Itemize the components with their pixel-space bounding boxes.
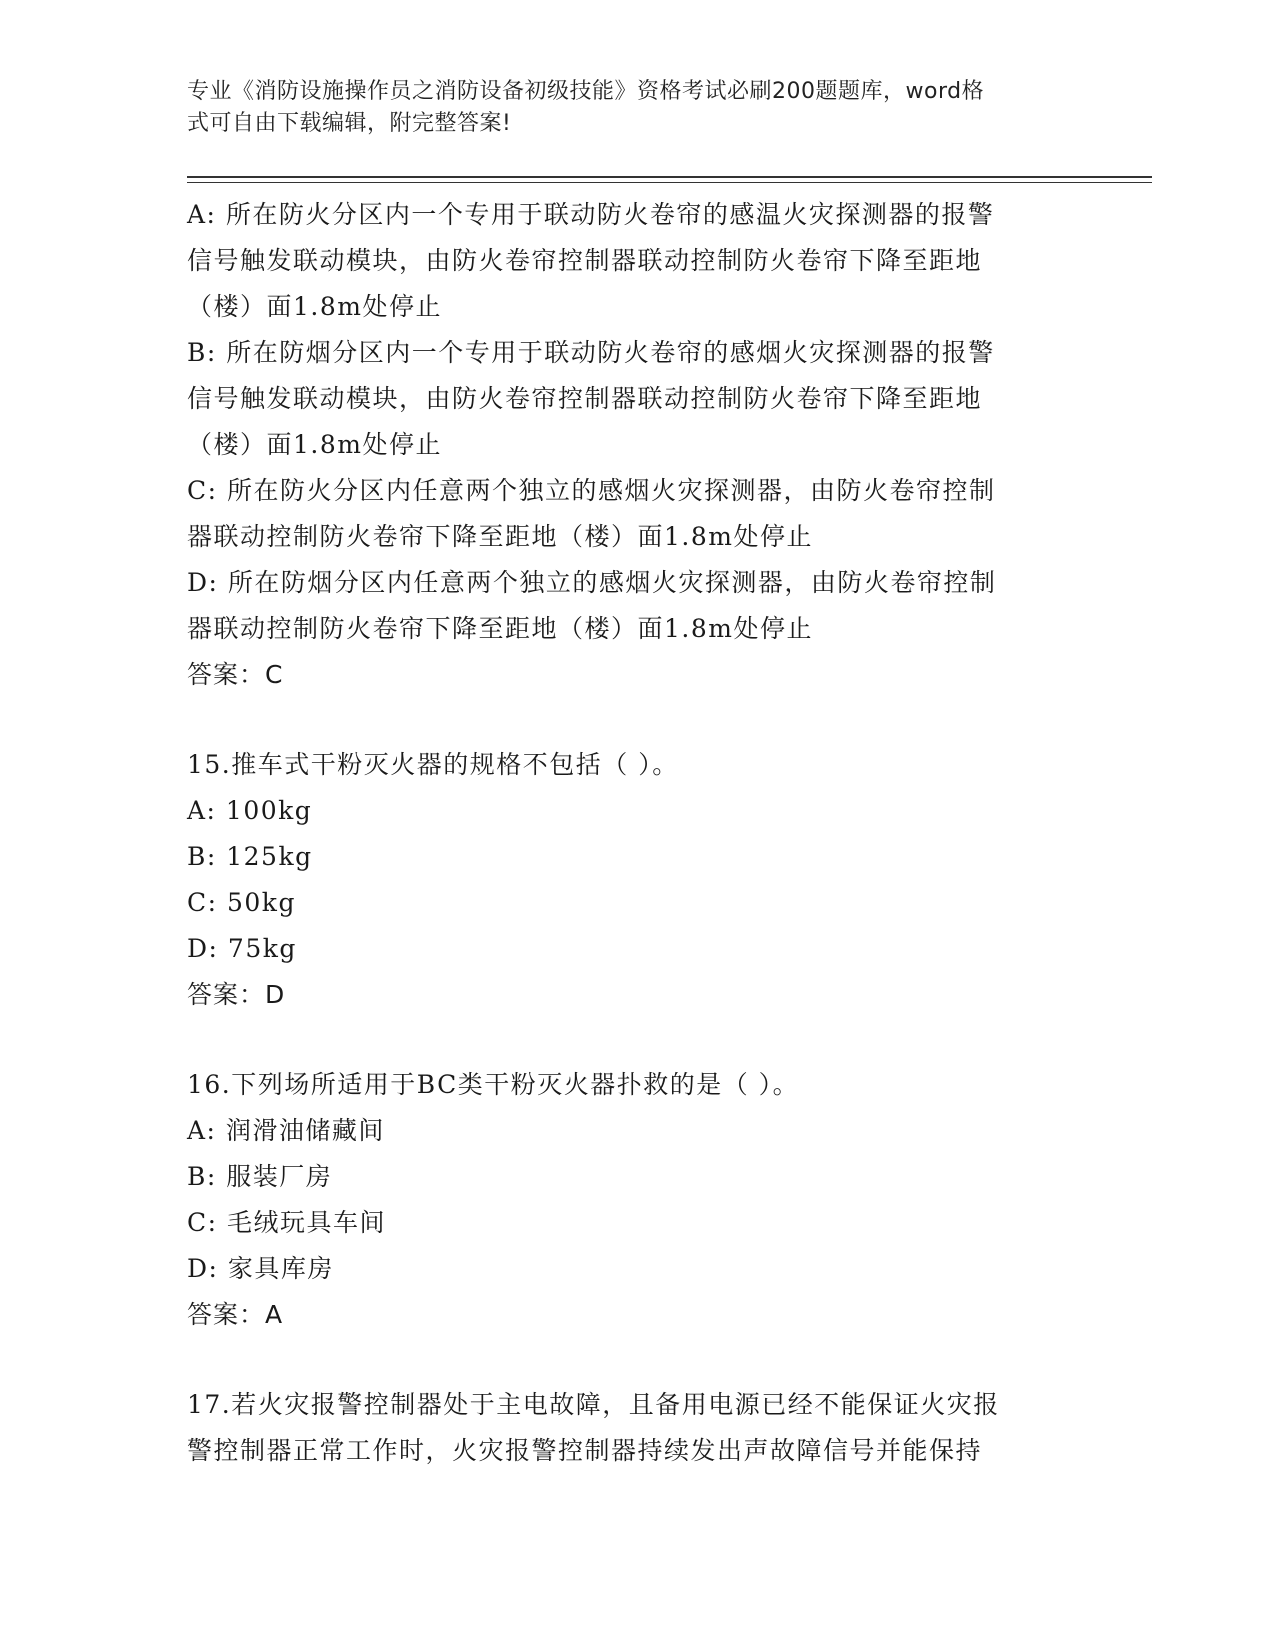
- option-a-line: （楼）面1.8m处停止: [187, 292, 442, 321]
- header-line-2: 式可自由下载编辑，附完整答案!: [187, 111, 512, 136]
- answer-label: 答案：C: [187, 660, 284, 689]
- spacer: [187, 1338, 1087, 1382]
- option-a: A: 100kg: [187, 796, 313, 825]
- option-b-line: B: 所在防烟分区内一个专用于联动防火卷帘的感烟火灾探测器的报警: [187, 338, 995, 367]
- question-16: [187, 1062, 1087, 1338]
- spacer: [187, 1018, 1087, 1062]
- question-17: [187, 1382, 1087, 1474]
- option-c: C: 50kg: [187, 888, 296, 917]
- option-b-line: （楼）面1.8m处停止: [187, 430, 442, 459]
- option-b: B: 125kg: [187, 842, 313, 871]
- answer-label: 答案：D: [187, 980, 286, 1009]
- spacer: [187, 698, 1087, 742]
- option-c-line: 器联动控制防火卷帘下降至距地（楼）面1.8m处停止: [187, 522, 813, 551]
- question-text: 15.推车式干粉灭火器的规格不包括（ ）。: [187, 750, 679, 779]
- option-d-line: D: 所在防烟分区内任意两个独立的感烟火灾探测器，由防火卷帘控制: [187, 568, 997, 597]
- option-d-line: 器联动控制防火卷帘下降至距地（楼）面1.8m处停止: [187, 614, 813, 643]
- question-15: [187, 742, 1087, 1018]
- question-text: 16.下列场所适用于BC类干粉灭火器扑救的是（ ）。: [187, 1070, 800, 1099]
- question-text-line: 警控制器正常工作时，火灾报警控制器持续发出声故障信号并能保持: [187, 1436, 983, 1465]
- document-header: [187, 76, 1067, 140]
- option-a-line: 信号触发联动模块，由防火卷帘控制器联动控制防火卷帘下降至距地: [187, 246, 983, 275]
- header-divider-thick: [187, 176, 1152, 178]
- question-content: [187, 192, 1087, 1474]
- option-d: [187, 560, 1087, 652]
- question-14: [187, 192, 1087, 698]
- header-divider-thin: [187, 182, 1152, 183]
- header-line-1: 专业《消防设施操作员之消防设备初级技能》资格考试必刷200题题库，word格: [187, 79, 985, 104]
- option-b: B: 服装厂房: [187, 1162, 333, 1191]
- option-b-line: 信号触发联动模块，由防火卷帘控制器联动控制防火卷帘下降至距地: [187, 384, 983, 413]
- question-text-line: 17.若火灾报警控制器处于主电故障，且备用电源已经不能保证火灾报: [187, 1390, 1000, 1419]
- option-c: C: 毛绒玩具车间: [187, 1208, 386, 1237]
- option-a-line: A: 所在防火分区内一个专用于联动防火卷帘的感温火灾探测器的报警: [187, 200, 995, 229]
- option-c: [187, 468, 1087, 560]
- option-d: D: 75kg: [187, 934, 297, 963]
- option-d: D: 家具库房: [187, 1254, 334, 1283]
- option-b: [187, 330, 1087, 468]
- option-a: [187, 192, 1087, 330]
- option-c-line: C: 所在防火分区内任意两个独立的感烟火灾探测器，由防火卷帘控制: [187, 476, 996, 505]
- answer-label: 答案：A: [187, 1300, 284, 1329]
- option-a: A: 润滑油储藏间: [187, 1116, 385, 1145]
